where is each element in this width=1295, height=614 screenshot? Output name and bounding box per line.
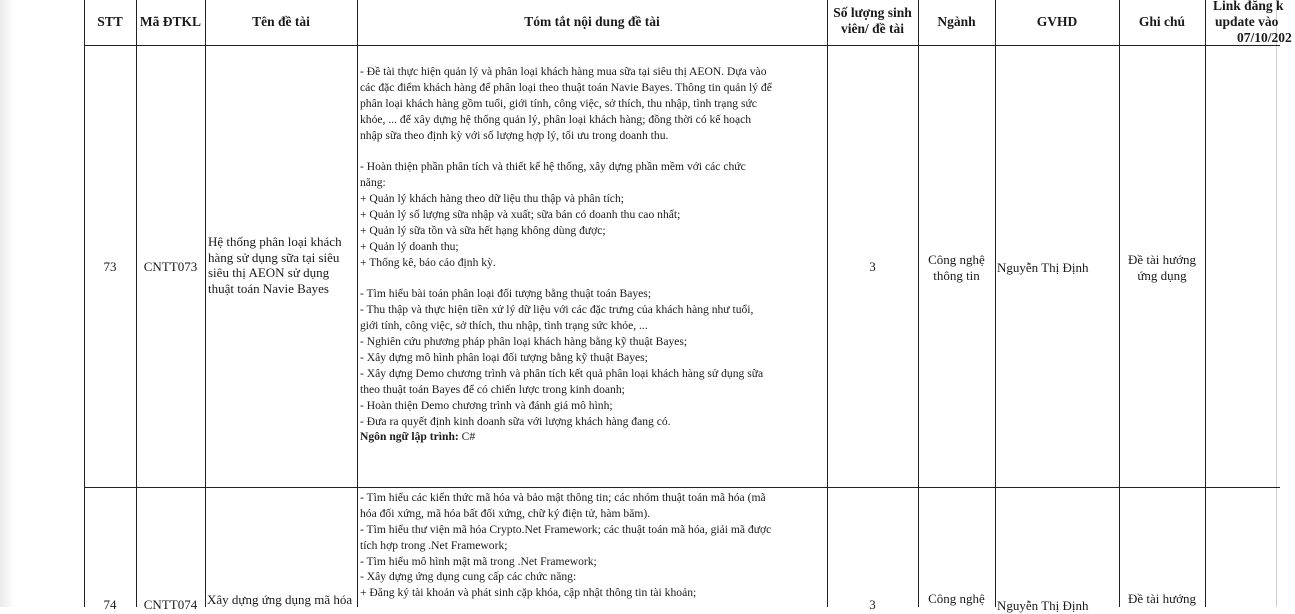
content-line: + Thống kê, báo cáo định kỳ. (360, 255, 496, 269)
content-line: - Tìm hiểu mô hình mật mã trong .Net Framework; (360, 554, 597, 568)
grid-line (1276, 0, 1277, 607)
content-line: - Nghiên cứu phương pháp phân loại khách hàng bằng kỹ thuật Bayes; (360, 335, 688, 349)
header-link-line1: Link đăng k (1213, 0, 1284, 13)
row-73-tom-tat (360, 64, 822, 445)
lang-label: Ngôn ngữ lập trình: (360, 430, 459, 444)
content-line: - Hoàn thiện Demo chương trình và đánh giá mô hình; (360, 398, 613, 412)
row-74-ghi-chu: Đề tài hướng (1127, 591, 1197, 606)
content-line: giới tính, công việc, sở thích, thu nhập, tình trạng sức khỏe, ... (360, 319, 648, 333)
content-line: + Quản lý số lượng sữa nhập và xuất; sữa bán có doanh thu cao nhất; (360, 208, 681, 222)
row-74-gvhd: Nguyễn Thị Định (997, 598, 1089, 613)
header-so-luong-line2: viên/ đề tài (841, 21, 904, 36)
content-line: + Quản lý sữa tồn và sữa hết hạng không dùng được; (360, 223, 606, 237)
content-line: nhập sữa theo định kỳ với số lượng hợp lý, tối ưu trong doanh thu. (360, 128, 669, 142)
header-link-line3: 07/10/202 (1237, 30, 1292, 45)
content-line: - Thu thập và thực hiện tiền xử lý dữ liệu với các đặc trưng của khách hàng như tuổi, (360, 303, 754, 317)
content-line: khỏe, ... để xây dựng hệ thống quản lý, phân loại khách hàng; đồng thời có kế hoạch (360, 112, 752, 126)
row-73-ten-line1: Hệ thống phân loại khách (208, 234, 342, 249)
content-line: các đặc điểm khách hàng để phân loại theo thuật toán Navie Bayes. Thông tin quản lý để (360, 80, 772, 94)
grid-line (205, 0, 206, 607)
header-gvhd: GVHD (1036, 14, 1078, 29)
content-line: phân loại khách hàng gồm tuổi, giới tính, công việc, sở thích, thu nhập, tình trạng sức (360, 96, 757, 110)
grid-line (1205, 0, 1206, 607)
row-73-nganh-line1: Công nghệ (928, 252, 985, 267)
content-line: theo thuật toán Bayes để có chiến lược trong kinh doanh; (360, 382, 625, 396)
row-73-nganh (918, 252, 995, 283)
content-line: - Đề tài thực hiện quản lý và phân loại khách hàng mua sữa tại siêu thị AEON. Dựa vào (360, 65, 767, 78)
header-ten-de-tai: Tên đề tài (252, 14, 310, 29)
grid-line (357, 0, 358, 607)
header-so-luong (827, 5, 918, 37)
content-line: - Tìm hiểu các kiến thức mã hóa và bảo mật thông tin; các nhóm thuật toán mã hóa (mã (360, 491, 766, 504)
row-74-so-luong: 3 (869, 597, 876, 612)
row-73-ten-line3: siêu thị AEON sử dụng (208, 265, 330, 281)
row-73-stt: 73 (103, 258, 117, 274)
row-74-ma: CNTT074 (143, 597, 198, 612)
lang-value: C# (458, 430, 476, 444)
content-line: - Tìm hiểu thư viện mã hóa Crypto.Net Framework; các thuật toán mã hóa, giải mã được (360, 522, 772, 536)
content-line: + Quản lý doanh thu; (360, 239, 459, 253)
row-74-tom-tat (360, 490, 822, 601)
row-74-nganh: Công nghệ (928, 591, 985, 606)
content-line: - Xây dựng Demo chương trình và phân tích kết quả phân loại khách hàng sử dụng sữa (360, 366, 764, 380)
header-stt: STT (97, 14, 123, 29)
content-line: + Đăng ký tài khoản và phát sinh cặp khóa, cập nhật thông tin tài khoản; (360, 586, 697, 600)
grid-line (1119, 0, 1120, 607)
page-edge-shadow (0, 0, 14, 607)
header-tom-tat: Tóm tắt nội dung đề tài (524, 14, 660, 29)
row-73-ten-de-tai (208, 234, 356, 297)
grid-line (84, 45, 1280, 46)
content-line: + Quản lý khách hàng theo dữ liệu thu thập và phân tích; (360, 192, 624, 206)
content-line: - Tìm hiểu bài toán phân loại đối tượng bằng thuật toán Bayes; (360, 287, 652, 301)
content-line: tích hợp trong .Net Framework; (360, 538, 508, 552)
header-link-line2: update vào (1215, 14, 1279, 29)
header-ma-dtkl: Mã ĐTKL (139, 14, 202, 29)
header-link (1205, 0, 1295, 46)
header-ghi-chu: Ghi chú (1138, 14, 1186, 29)
content-gap (360, 271, 822, 287)
grid-line (995, 0, 996, 607)
content-line: năng: (360, 176, 386, 190)
row-73-ma: CNTT073 (143, 258, 198, 274)
row-73-ten-line2: hàng sử dụng sữa tại siêu (208, 249, 340, 265)
content-line: - Xây dựng mô hình phân loại đối tượng bằng kỹ thuật Bayes; (360, 351, 648, 365)
row-73-ghichu-line2: ứng dụng (1137, 267, 1187, 283)
row-74-ten-de-tai: Xây dựng ứng dụng mã hóa (207, 592, 353, 607)
content-gap (360, 143, 822, 159)
content-line: hóa đối xứng, mã hóa bất đối xứng, chữ ký điện tử, hàm băm). (360, 506, 651, 520)
row-73-gvhd: Nguyễn Thị Định (997, 260, 1089, 275)
header-nganh: Ngành (937, 14, 976, 29)
row-73-ghi-chu (1119, 252, 1205, 283)
header-so-luong-line1: Số lượng sinh (833, 5, 912, 20)
grid-line (918, 0, 919, 607)
row-73-nganh-line2: thông tin (933, 267, 980, 283)
row-74-stt: 74 (103, 597, 117, 612)
grid-line (84, 487, 1280, 488)
content-line: - Xây dựng ứng dụng cung cấp các chức năng: (360, 570, 577, 584)
content-line: - Đưa ra quyết định kinh doanh sữa với lượng khách hàng đang có. (360, 414, 671, 428)
row-73-ghichu-line1: Đề tài hướng (1127, 252, 1197, 267)
content-line: - Hoàn thiện phần phân tích và thiết kế hệ thống, xây dựng phần mềm với các chức (360, 160, 746, 174)
programming-language (360, 429, 822, 445)
row-73-ten-line4: thuật toán Navie Bayes (208, 281, 329, 297)
row-73-so-luong: 3 (869, 258, 876, 274)
